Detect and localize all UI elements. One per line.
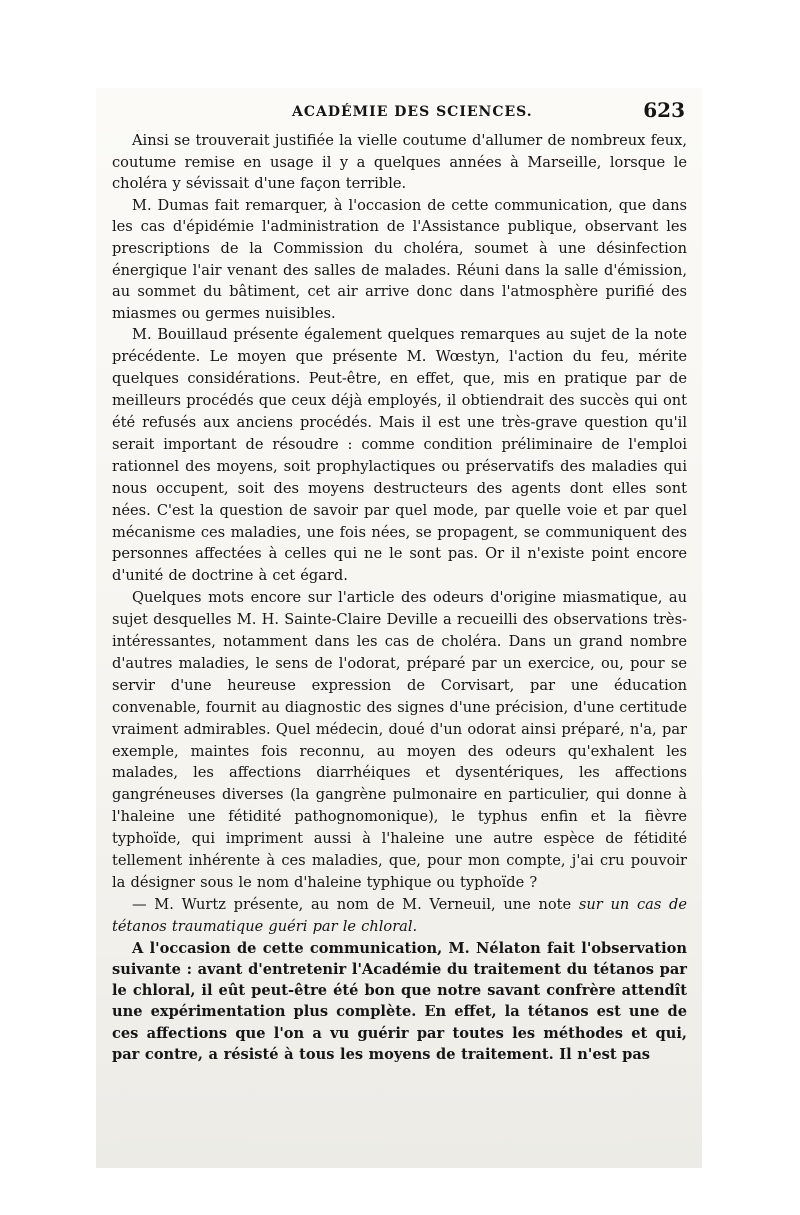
paragraph-6: A l'occasion de cette communication, M. Nélaton fait l'observation suivante : avant d'entretenir l'Académie du traitement du tétanos par le chloral, il eût peut-être été bon que notre savant confrère attendît une expérimentation plus complète. En effet, la tétanos est une de ces affections que l'on a vu guérir par toutes les méthodes et qui, par contre, a résisté à tous les moyens de traitement. Il n'est pas (112, 939, 687, 1063)
paragraph-2: M. Dumas fait remarquer, à l'occasion de cette communication, que dans les cas d'épidémie l'administration de l'Assistance publique, observant les prescriptions de la Commission du choléra, soumet à une désinfection énergique l'air venant des salles de malades. Réuni dans la salle d'émission, au sommet du bâtiment, cet air arrive donc dans l'atmosphère purifié des miasmes ou germes nuisibles. (112, 196, 687, 322)
running-head-title: ACADÉMIE DES SCIENCES. (292, 104, 533, 120)
paragraph-5-lead: — M. Wurtz présente, au nom de M. Verneuil, une note (132, 895, 579, 913)
page-text (112, 96, 687, 1065)
paragraph-5-italic: sur un cas de tétanos traumatique guéri par le chloral. (112, 895, 688, 935)
running-head (112, 96, 687, 130)
paragraph-1: Ainsi se trouverait justifiée la vielle coutume d'allumer de nombreux feux, coutume remise en usage il y a quelques années à Marseille, lorsque le choléra y sévissait d'une façon terrible. (112, 132, 687, 193)
paragraph-3: M. Bouillaud présente également quelques remarques au sujet de la note précédente. Le moyen que présente M. Wœstyn, l'action du feu, mérite quelques considérations. Peut-être, en effet, que, mis en pratique par de meilleurs procédés que ceux déjà employés, il obtiendrait des succès qui ont été refusés aux anciens procédés. Mais il est une très-grave question qu'il serait important de résoudre : comme condition préliminaire de l'emploi rationnel des moyens, soit prophylactiques ou préservatifs des maladies qui nous occupent, soit des moyens destructeurs des agents dont elles sont nées. C'est la question de savoir par quel mode, par quelle voie et par quel mécanisme ces maladies, une fois nées, se propagent, se communiquent des personnes affectées à celles qui ne le sont pas. Or il n'existe point encore d'unité de doctrine à cet égard. (112, 326, 687, 585)
paragraph-4: Quelques mots encore sur l'article des odeurs d'origine miasmatique, au sujet desquelles M. H. Sainte-Claire Deville a recueilli des observations très-intéressantes, notamment dans les cas de choléra. Dans un grand nombre d'autres maladies, le sens de l'odorat, préparé par un exercice, ou, pour se servir d'une heureuse expression de Corvisart, par une éducation convenable, fournit au diagnostic des signes d'une précision, d'une certitude vraiment admirables. Quel médecin, doué d'un odorat ainsi préparé, n'a, par exemple, maintes fois reconnu, au moyen des odeurs qu'exhalent les malades, les affections diarrhéiques et dysentériques, les affections gangréneuses diverses (la gangrène pulmonaire en particulier, qui donne à l'haleine une fétidité pathognomonique), le typhus enfin et la fièvre typhoïde, qui impriment aussi à l'haleine une autre espèce de fétidité tellement inhérente à ces maladies, que, pour mon compte, j'ai cru pouvoir la désigner sous le nom d'haleine typhique ou typhoïde ? (112, 589, 687, 891)
paragraph-5 (112, 894, 687, 938)
page-number: 623 (643, 98, 685, 122)
